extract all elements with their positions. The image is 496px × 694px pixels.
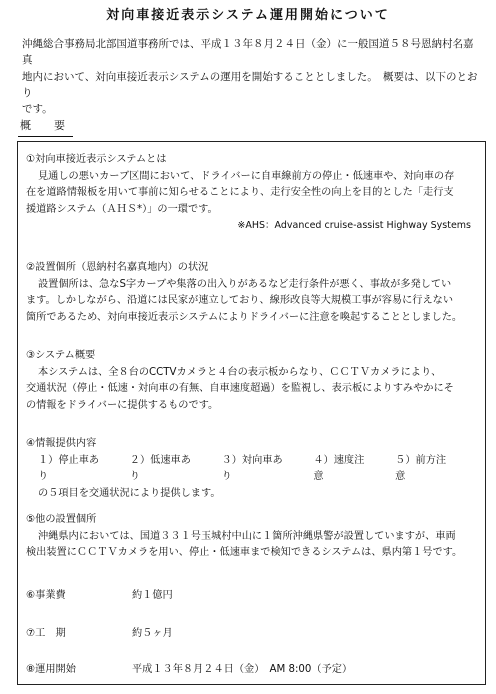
section-operation-start <box>26 662 477 679</box>
section-construction-period <box>26 626 477 643</box>
section-heading: ①対向車接近表示システムとは <box>26 154 167 165</box>
section-text: 検出装置にＣＣＴＶカメラを用い、停止・低速車まで検知できるシステムは、県内第１号です。 <box>26 547 463 559</box>
section-text: の５項目を交通状況により提供します。 <box>38 487 221 499</box>
section-text: 交通状況（停止・低速・対向車の有無、自車速度超過）を監視し、表示板によりすみやかにそ <box>26 383 454 395</box>
field-label: ⑦工 期 <box>26 628 66 639</box>
section-text: の情報をドライバーに提供するものです。 <box>26 399 219 411</box>
section-text: ます。しかしながら、沿道には民家が連立しており、線形改良等大規模工事が容易に行えない <box>26 295 454 307</box>
document-title: 対向車接近表示システム運用開始について <box>106 8 390 23</box>
intro-line: 地内において、対向車接近表示システムの運用を開始することとしました。 概要は、以下のとおり <box>22 70 478 99</box>
ahs-note: ※AHS：Advanced cruise-assist Highway Systems <box>237 220 471 232</box>
section-system-overview <box>26 348 477 414</box>
info-item-list <box>26 453 477 486</box>
section-project-cost <box>26 588 477 605</box>
info-item: ４）速度注意 <box>313 454 365 483</box>
info-item: ３）対向車あり <box>221 454 283 483</box>
section-heading: ⑤他の設置個所 <box>26 514 97 525</box>
section-text: 在を道路情報板を用いて事前に知らせることにより、走行安全性の向上を目的とした「走行支 <box>26 187 454 199</box>
field-label: ⑥事業費 <box>26 590 66 601</box>
intro-line: です。 <box>22 103 53 116</box>
section-what-is-system <box>26 152 477 233</box>
section-info-content <box>26 436 477 502</box>
section-text: 箇所であるため、対向車接近表示システムによりドライバーに注意を喚起することとしました。 <box>26 311 463 323</box>
section-heading: ④情報提供内容 <box>26 438 97 449</box>
field-label: ⑧運用開始 <box>26 664 76 675</box>
section-text: 設置個所は、急なS字カーブや集落の出入りがあるなど走行条件が悪く、事故が多発してい <box>38 278 452 290</box>
overview-heading: 概 要 <box>18 118 73 137</box>
info-item: ５）前方注意 <box>395 454 447 483</box>
section-heading: ③システム概要 <box>26 350 96 361</box>
field-value: 約１億円 <box>132 590 173 601</box>
section-text: 本システムは、全８台のCCTVカメラと４台の表示板からなり、ＣＣＴＶカメラにより、 <box>38 366 442 378</box>
field-value: 約５ヶ月 <box>132 628 173 639</box>
info-item: ２）低速車あり <box>129 454 191 483</box>
info-item: １）停止車あり <box>38 454 100 483</box>
section-site-conditions <box>26 260 477 326</box>
section-heading: ②設置個所（恩納村名嘉真地内）の状況 <box>26 262 209 273</box>
field-value: 平成１３年８月２４日（金） AM 8:00（予定） <box>132 664 353 675</box>
section-text: 援道路システム（ＡＨＳ*）」の一環です。 <box>26 203 218 215</box>
intro-line: 沖縄総合事務局北部国道事務所では、平成１３年８月２４日（金）に一般国道５８号恩納村名嘉真 <box>22 38 474 67</box>
section-other-sites <box>26 512 477 562</box>
section-text: 沖縄県内においては、国道３３１号玉城村中山に１箇所沖縄県警が設置していますが、車両 <box>38 530 456 542</box>
overview-box <box>17 141 486 685</box>
intro-paragraph <box>22 36 482 117</box>
section-text: 見通しの悪いカーブ区間において、ドライバーに自車線前方の停止・低速車や、対向車の存 <box>38 170 455 182</box>
